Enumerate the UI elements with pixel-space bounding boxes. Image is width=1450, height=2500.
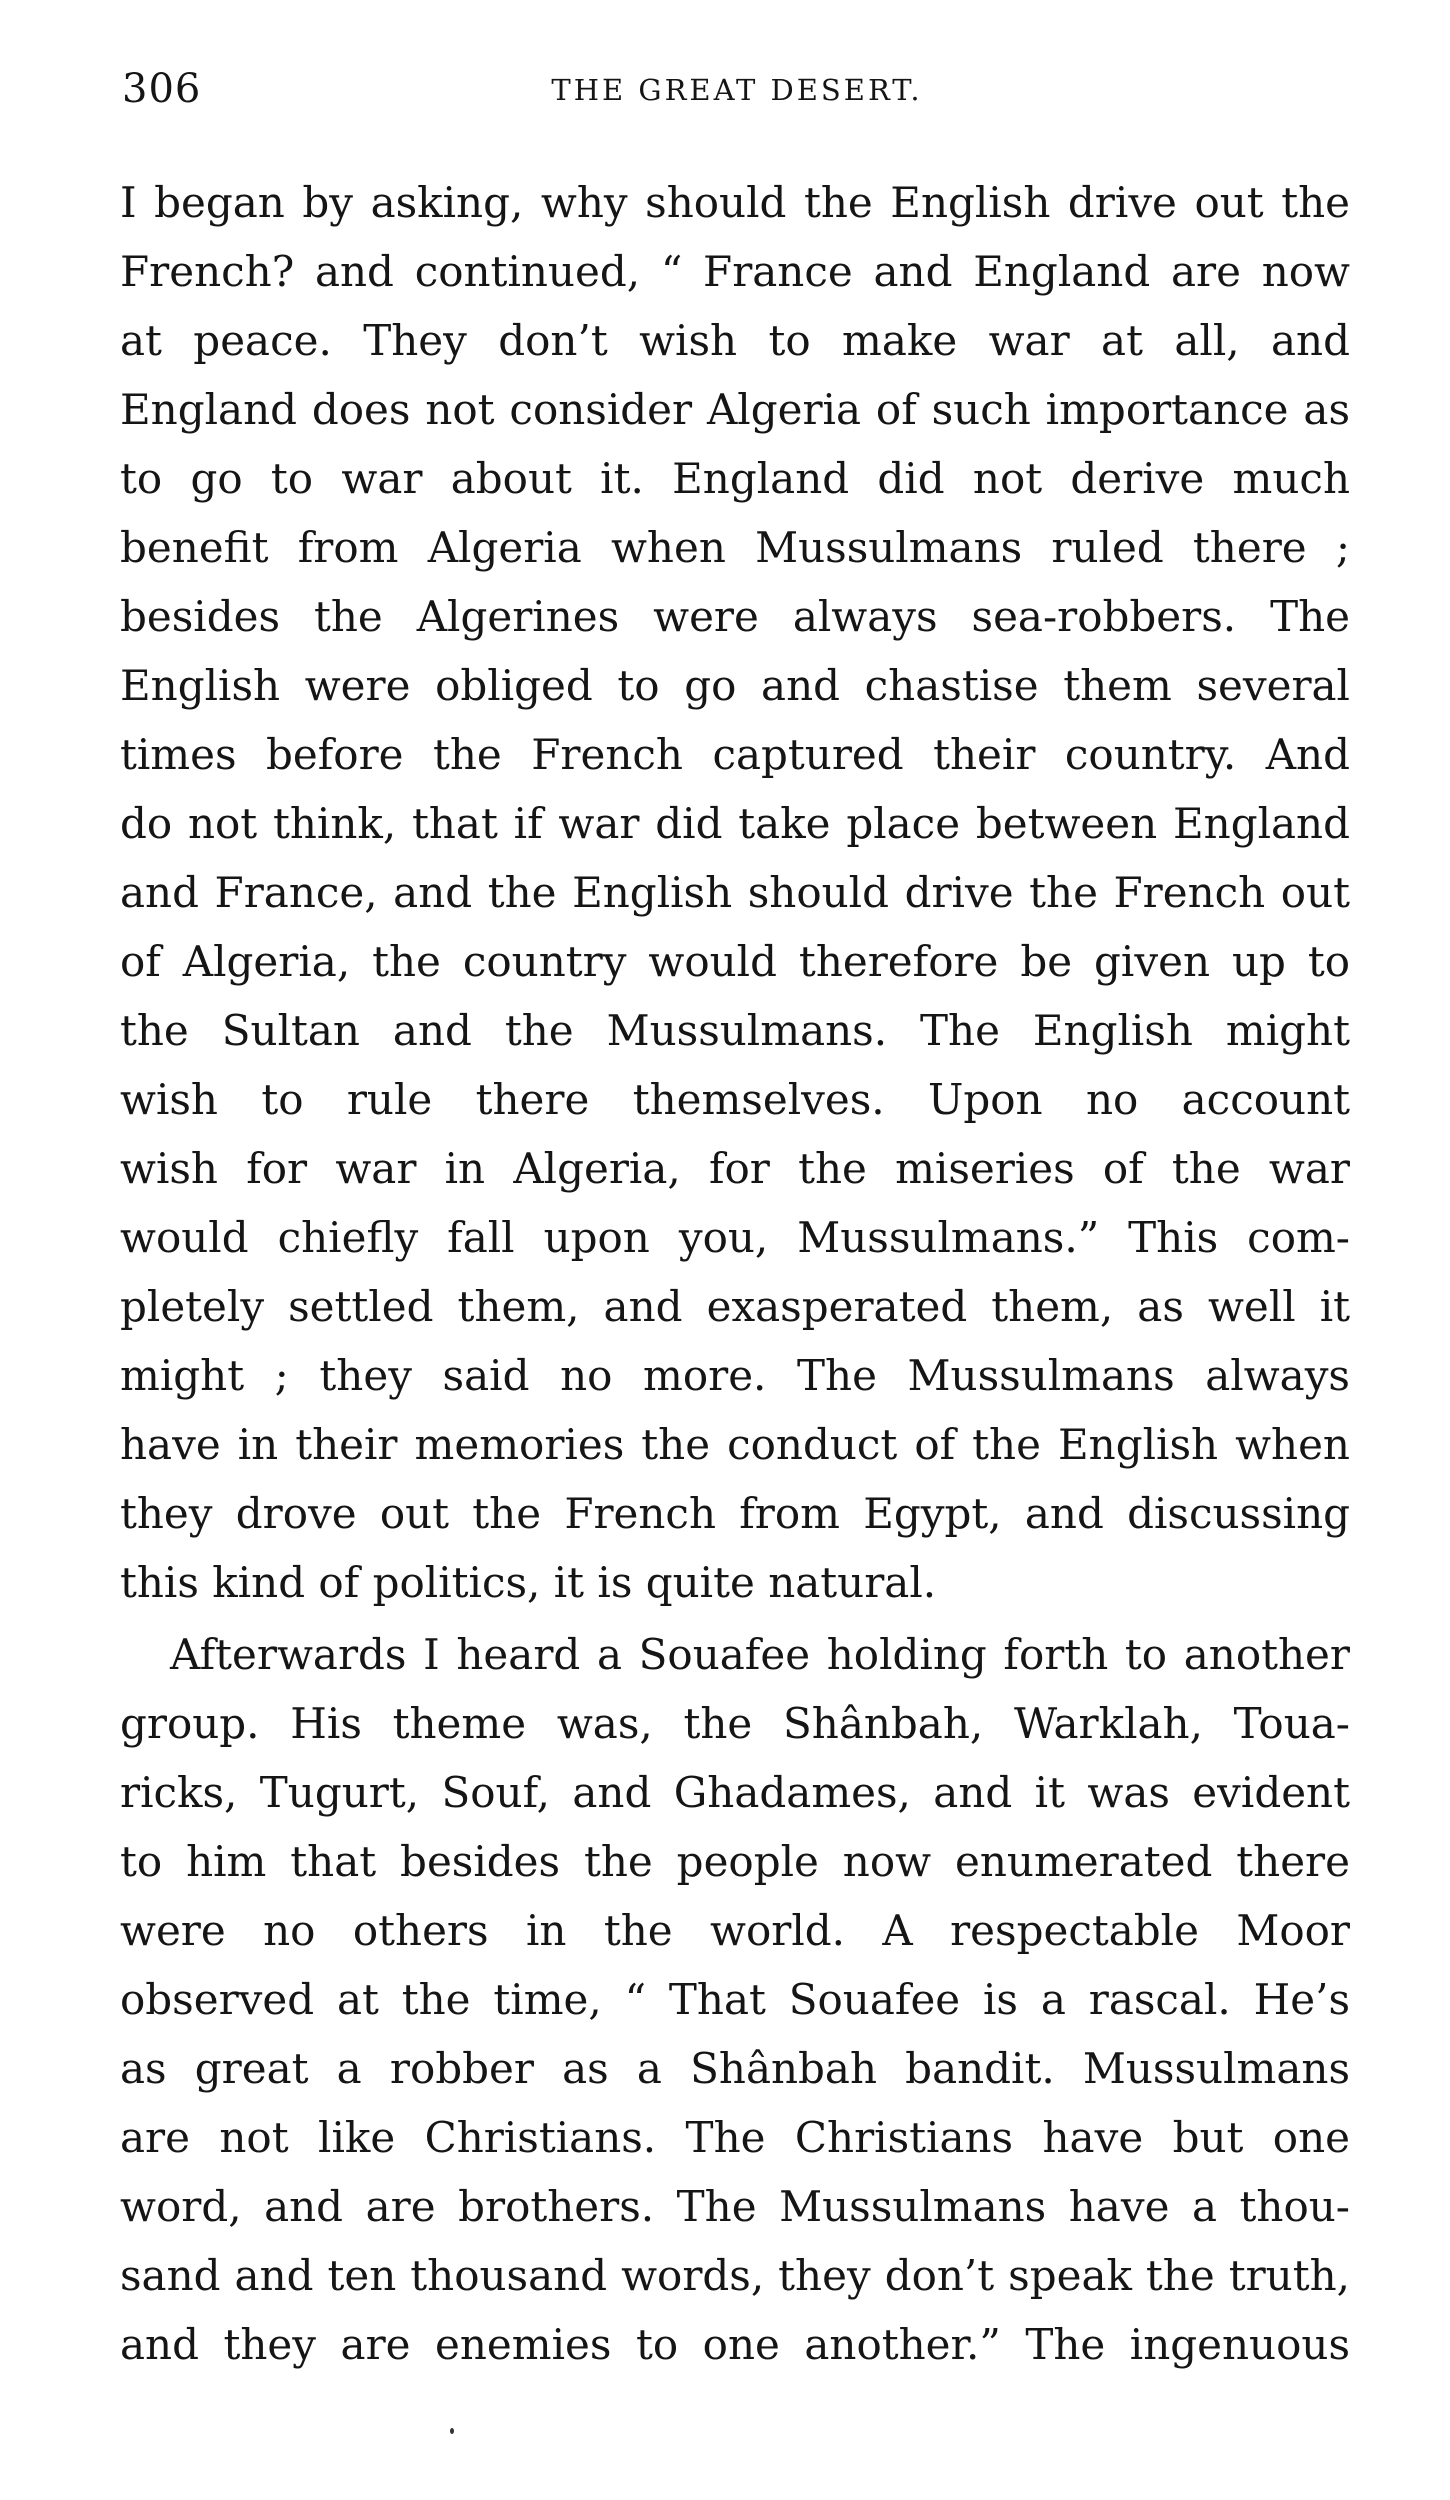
text-line: the Sultan and the Mussulmans. The English might (120, 1006, 1350, 1055)
text-line: might ; they said no more. The Mussulmans always (120, 1351, 1350, 1400)
text-line: ricks, Tugurt, Souf, and Ghadames, and it was evident (120, 1768, 1350, 1817)
text-line: of Algeria, the country would therefore be given up to (120, 937, 1350, 986)
text-line: are not like Christians. The Christians have but one (120, 2113, 1350, 2162)
text-line: pletely settled them, and exasperated them, as well it (120, 1282, 1350, 1331)
text-line: would chiefly fall upon you, Mussulmans.” This com- (120, 1213, 1350, 1262)
text-line: benefit from Algeria when Mussulmans ruled there ; (120, 523, 1350, 572)
text-line: English were obliged to go and chastise them several (120, 661, 1350, 710)
text-line: at peace. They don’t wish to make war at all, and (120, 316, 1350, 365)
text-line: were no others in the world. A respectable Moor (120, 1906, 1350, 1955)
text-line: sand and ten thousand words, they don’t speak the truth, (120, 2251, 1350, 2300)
text-line: and they are enemies to one another.” The ingenuous (120, 2320, 1350, 2369)
text-line: as great a robber as a Shânbah bandit. Mussulmans (120, 2044, 1350, 2093)
text-line: group. His theme was, the Shânbah, Warklah, Toua- (120, 1699, 1350, 1748)
text-line: have in their memories the conduct of the English when (120, 1420, 1350, 1469)
text-line: and France, and the English should drive the French out (120, 868, 1350, 917)
paragraph-first-line: Afterwards I heard a Souafee holding forth to another (170, 1630, 1350, 1679)
text-line: to go to war about it. England did not derive much (120, 454, 1350, 503)
text-line: I began by asking, why should the English drive out the (120, 178, 1350, 227)
page-number: 306 (122, 66, 202, 112)
text-line: observed at the time, “ That Souafee is a rascal. He’s (120, 1975, 1350, 2024)
running-title: THE GREAT DESERT. (551, 73, 923, 107)
text-line: besides the Algerines were always sea-robbers. The (120, 592, 1350, 641)
text-line: do not think, that if war did take place between England (120, 799, 1350, 848)
text-line: wish to rule there themselves. Upon no account (120, 1075, 1350, 1124)
running-head (122, 64, 1352, 114)
text-line: wish for war in Algeria, for the miseries of the war (120, 1144, 1350, 1193)
text-line: this kind of politics, it is quite natural. (120, 1558, 937, 1607)
text-line: they drove out the French from Egypt, and discussing (120, 1489, 1350, 1538)
ink-speck (450, 2428, 454, 2434)
text-line: French? and continued, “ France and England are now (120, 247, 1350, 296)
text-line: England does not consider Algeria of such importance as (120, 385, 1350, 434)
text-line: times before the French captured their country. And (120, 730, 1350, 779)
text-line: word, and are brothers. The Mussulmans have a thou- (120, 2182, 1350, 2231)
text-line: to him that besides the people now enumerated there (120, 1837, 1350, 1886)
